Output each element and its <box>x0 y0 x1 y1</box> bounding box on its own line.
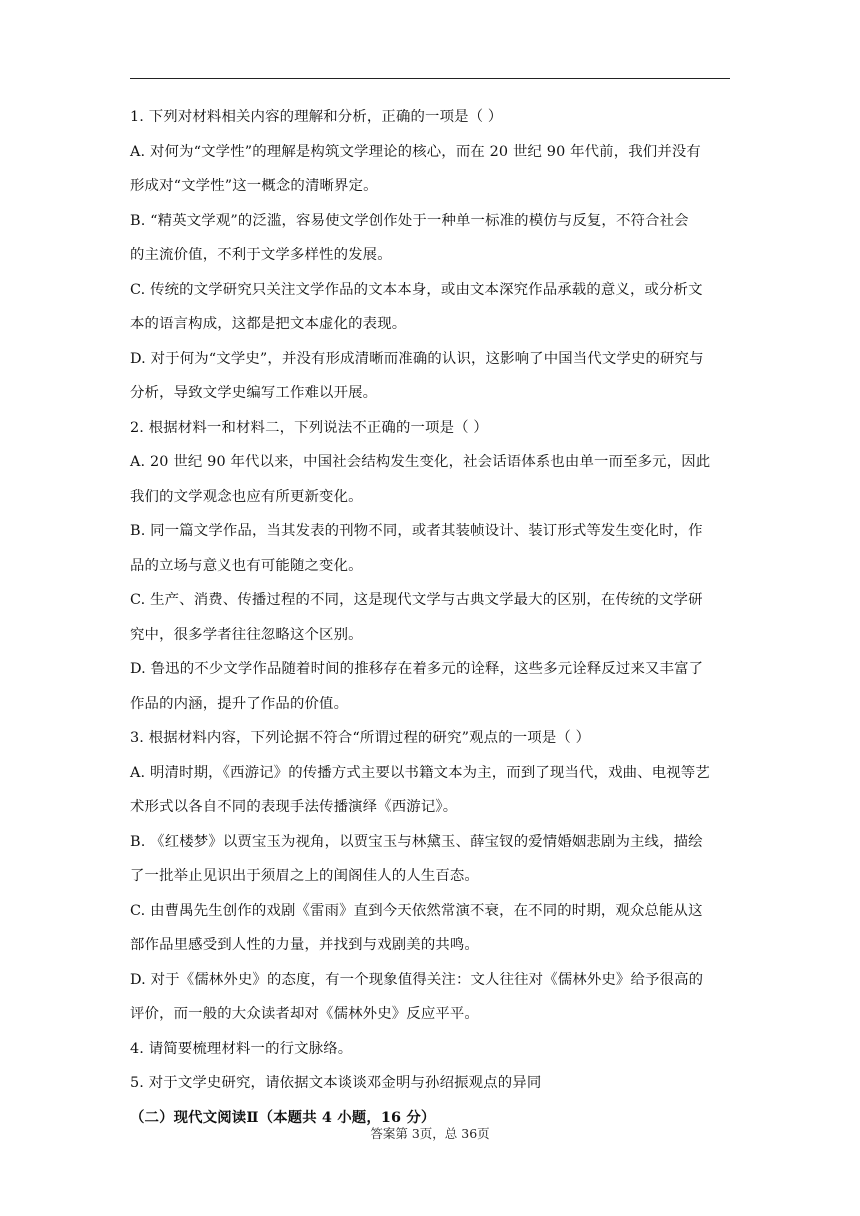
question-3-option-b: B. 《红楼梦》以贾宝玉为视角，以贾宝玉与林黛玉、薛宝钗的爱情婚姻悲剧为主线，描绘 <box>130 833 703 850</box>
question-1-option-c-cont: 本的语言构成，这都是把文本虚化的表现。 <box>130 316 407 332</box>
question-1-option-a-cont: 形成对“文学性”这一概念的清晰界定。 <box>130 178 378 194</box>
section-heading: （二）现代文阅读Ⅱ（本题共 4 小题，16 分） <box>130 1108 436 1126</box>
question-2-option-b: B. 同一篇文学作品，当其发表的刊物不同，或者其装帧设计、装订形式等发生变化时，作 <box>130 523 703 539</box>
question-3-option-b-cont: 了一批举止见识出于须眉之上的闺阁佳人的人生百态。 <box>130 868 479 884</box>
question-4-stem: 4. 请简要梳理材料一的行文脉络。 <box>130 1040 353 1057</box>
question-1-option-d: D. 对于何为“文学史”，并没有形成清晰而准确的认识，这影响了中国当代文学史的研究与 <box>130 350 704 367</box>
question-2-option-a-cont: 我们的文学观念也应有所更新变化。 <box>130 488 363 505</box>
question-2-option-b-cont: 品的立场与意义也有可能随之变化。 <box>130 557 363 574</box>
question-1-option-a: A. 对何为“文学性”的理解是构筑文学理论的核心，而在 20 世纪 90 年代前，我们并没有 <box>130 143 701 160</box>
question-2-option-d-cont: 作品的内涵，提升了作品的价值。 <box>130 695 349 712</box>
header-rule <box>130 78 730 79</box>
question-2-stem: 2. 根据材料一和材料二，下列说法不正确的一项是（ ） <box>130 419 488 436</box>
page-footer: 答案第 3页，总 36页 <box>370 1126 490 1141</box>
question-2-option-d: D. 鲁迅的不少文学作品随着时间的推移存在着多元的诠释，这些多元诠释反过来又丰富了 <box>130 661 704 677</box>
question-2-option-a: A. 20 世纪 90 年代以来，中国社会结构发生变化，社会话语体系也由单一而至多元，因此 <box>130 454 711 470</box>
question-1-option-b: B. “精英文学观”的泛滥，容易使文学创作处于一种单一标准的模仿与反复，不符合社会 <box>130 212 689 229</box>
question-2-option-c: C. 生产、消费、传播过程的不同，这是现代文学与古典文学最大的区别，在传统的文学研 <box>130 592 703 608</box>
question-1-option-b-cont: 的主流价值，不利于文学多样性的发展。 <box>130 247 392 263</box>
question-3-option-a: A. 明清时期，《西游记》的传播方式主要以书籍文本为主，而到了现当代，戏曲、电视等艺 <box>130 764 710 781</box>
question-3-option-d-cont: 评价，而一般的大众读者却对《儒林外史》反应平平。 <box>130 1006 479 1022</box>
document-body <box>130 100 730 1135</box>
question-3-option-d: D. 对于《儒林外史》的态度，有一个现象值得关注：文人往往对《儒林外史》给予很高的 <box>130 971 704 988</box>
question-1-option-c: C. 传统的文学研究只关注文学作品的文本本身，或由文本深究作品承载的意义，或分析文 <box>130 281 703 298</box>
question-1-stem: 1. 下列对材料相关内容的理解和分析，正确的一项是（ ） <box>130 109 503 125</box>
question-5-stem: 5. 对于文学史研究，请依据文本谈谈邓金明与孙绍振观点的异同 <box>130 1075 542 1091</box>
question-3-option-c-cont: 部作品里感受到人性的力量，并找到与戏剧美的共鸣。 <box>130 937 479 953</box>
question-3-option-a-cont: 术形式以各自不同的表现手法传播演绎《西游记》。 <box>130 799 458 815</box>
question-3-option-c: C. 由曹禺先生创作的戏剧《雷雨》直到今天依然常演不衰，在不同的时期，观众总能从这 <box>130 902 703 919</box>
question-2-option-c-cont: 究中，很多学者往往忽略这个区别。 <box>130 626 363 643</box>
question-1-option-d-cont: 分析，导致文学史编写工作难以开展。 <box>130 385 378 401</box>
question-3-stem: 3. 根据材料内容，下列论据不符合“所谓过程的研究”观点的一项是（ ） <box>130 730 591 746</box>
